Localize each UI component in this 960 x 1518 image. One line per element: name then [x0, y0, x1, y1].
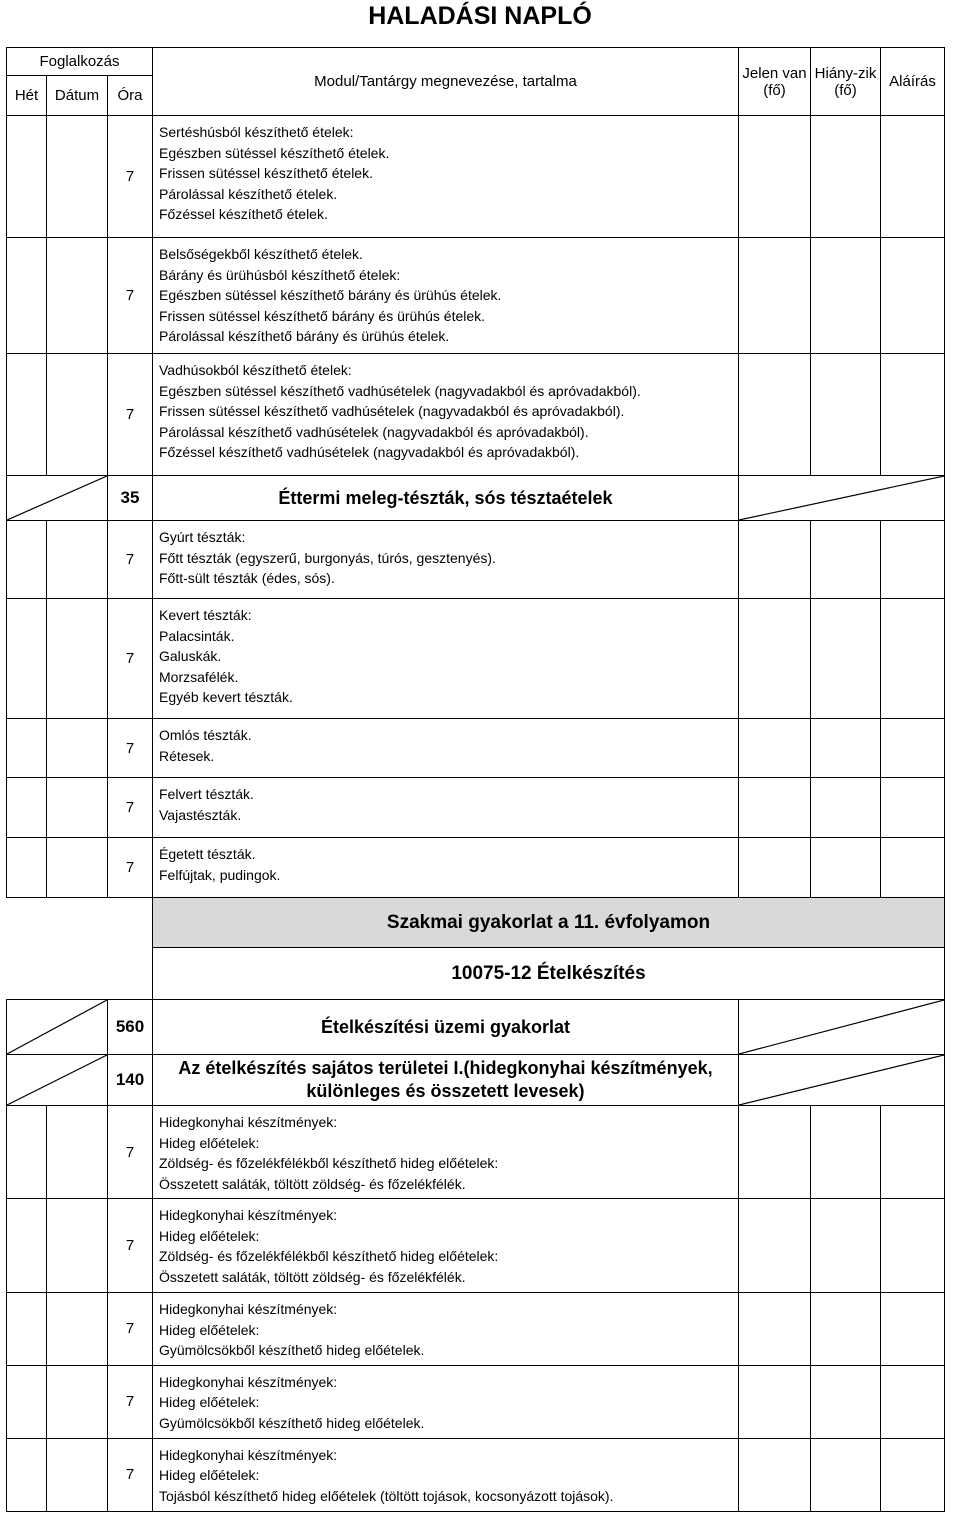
hours-cell: 7: [108, 1438, 153, 1511]
table-row: [7, 838, 945, 898]
diagonal-cell: [7, 1055, 108, 1106]
diagonal-cell: [739, 476, 945, 521]
hours-cell: 7: [108, 1293, 153, 1366]
table-row: [7, 1199, 945, 1293]
header-week: Hét: [7, 76, 47, 116]
section-hours: 560: [108, 1000, 153, 1055]
hours-cell: 7: [108, 238, 153, 354]
hours-cell: 7: [108, 354, 153, 476]
module-row: [7, 948, 945, 1000]
hours-cell: 7: [108, 719, 153, 778]
table-row: [7, 1106, 945, 1199]
content-cell: Belsőségekből készíthető ételek. Bárány és ürühúsból készíthető ételek: Egészben sütéssel készíthető bárány és ürühús ételek. Frissen sütéssel készíthető bárány és ürühús ételek. Párolással készíthető bárány és ürühús ételek.: [153, 238, 739, 354]
hours-cell: 7: [108, 1106, 153, 1199]
hours-cell: 7: [108, 599, 153, 719]
hours-cell: 7: [108, 1199, 153, 1293]
header-signature: Aláírás: [881, 48, 945, 116]
hours-cell: 7: [108, 116, 153, 238]
content-cell: Égetett tészták. Felfújtak, pudingok.: [153, 838, 739, 898]
content-cell: Omlós tészták. Rétesek.: [153, 719, 739, 778]
section-hours: 140: [108, 1055, 153, 1106]
section-title: Ételkészítési üzemi gyakorlat: [153, 1000, 739, 1055]
content-cell: Vadhúsokból készíthető ételek: Egészben sütéssel készíthető vadhúsételek (nagyvadakból és apróvadakból). Frissen sütéssel készíthető vadhúsételek (nagyvadakból és apróvadakból). Párolással készíthető vadhúsételek (nagyvadakból és apróvadakból). Főzéssel készíthető vadhúsételek (nagyvadakból és apróvadakból).: [153, 354, 739, 476]
table-row: [7, 1365, 945, 1438]
header-module: Modul/Tantárgy megnevezése, tartalma: [153, 48, 739, 116]
content-cell: Sertéshúsból készíthető ételek: Egészben sütéssel készíthető ételek. Frissen sütéssel készíthető ételek. Párolással készíthető ételek. Főzéssel készíthető ételek.: [153, 116, 739, 238]
table-row: [7, 1438, 945, 1511]
content-cell: Hidegkonyhai készítmények: Hideg előételek: Zöldség- és főzelékfélékből készíthető hideg előételek: Összetett saláták, töltött zöldség- és főzelékfélék.: [153, 1106, 739, 1199]
diagonal-cell: [7, 1000, 108, 1055]
table-row: [7, 599, 945, 719]
module-title: 10075-12 Ételkészítés: [153, 948, 945, 1000]
content-cell: Hidegkonyhai készítmények: Hideg előételek: Gyümölcsökből készíthető hideg előételek.: [153, 1293, 739, 1366]
hours-cell: 7: [108, 1365, 153, 1438]
header-present: Jelen van (fő): [739, 48, 811, 116]
hours-cell: 7: [108, 838, 153, 898]
table-row: [7, 1293, 945, 1366]
content-cell: Kevert tészták: Palacsinták. Galuskák. Morzsafélék. Egyéb kevert tészták.: [153, 599, 739, 719]
table-row: [7, 521, 945, 599]
section-row: [7, 1055, 945, 1106]
diagonal-cell: [739, 1000, 945, 1055]
content-cell: Hidegkonyhai készítmények: Hideg előételek: Gyümölcsökből készíthető hideg előételek.: [153, 1365, 739, 1438]
section-hours: 35: [108, 476, 153, 521]
content-cell: Felvert tészták. Vajastészták.: [153, 778, 739, 838]
header-row-1: [7, 48, 945, 76]
table-row: [7, 116, 945, 238]
header-absent: Hiány-zik (fő): [811, 48, 881, 116]
diagonal-cell: [739, 1055, 945, 1106]
header-hour: Óra: [108, 76, 153, 116]
hours-cell: 7: [108, 521, 153, 599]
table-row: [7, 238, 945, 354]
page-title: HALADÁSI NAPLÓ: [368, 2, 592, 30]
content-cell: Hidegkonyhai készítmények: Hideg előételek: Zöldség- és főzelékfélékből készíthető hideg előételek: Összetett saláták, töltött zöldség- és főzelékfélék.: [153, 1199, 739, 1293]
section-title: Az ételkészítés sajátos területei I.(hidegkonyhai készítmények, különleges és összetett levesek): [153, 1055, 739, 1106]
header-foglalkozas: Foglalkozás: [7, 48, 153, 76]
header-date: Dátum: [47, 76, 108, 116]
section-row: [7, 1000, 945, 1055]
practice-title: Szakmai gyakorlat a 11. évfolyamon: [153, 898, 945, 948]
section-title: Éttermi meleg-tészták, sós tésztaételek: [153, 476, 739, 521]
hours-cell: 7: [108, 778, 153, 838]
progress-log-table: [6, 47, 945, 1512]
table-row: [7, 719, 945, 778]
table-row: [7, 778, 945, 838]
table-row: [7, 354, 945, 476]
practice-row: [7, 898, 945, 948]
content-cell: Gyúrt tészták: Főtt tészták (egyszerű, burgonyás, túrós, gesztenyés). Főtt-sült tészták (édes, sós).: [153, 521, 739, 599]
diagonal-cell: [7, 476, 108, 521]
section-row: [7, 476, 945, 521]
content-cell: Hidegkonyhai készítmények: Hideg előételek: Tojásból készíthető hideg előételek (töltött tojások, kocsonyázott tojások).: [153, 1438, 739, 1511]
